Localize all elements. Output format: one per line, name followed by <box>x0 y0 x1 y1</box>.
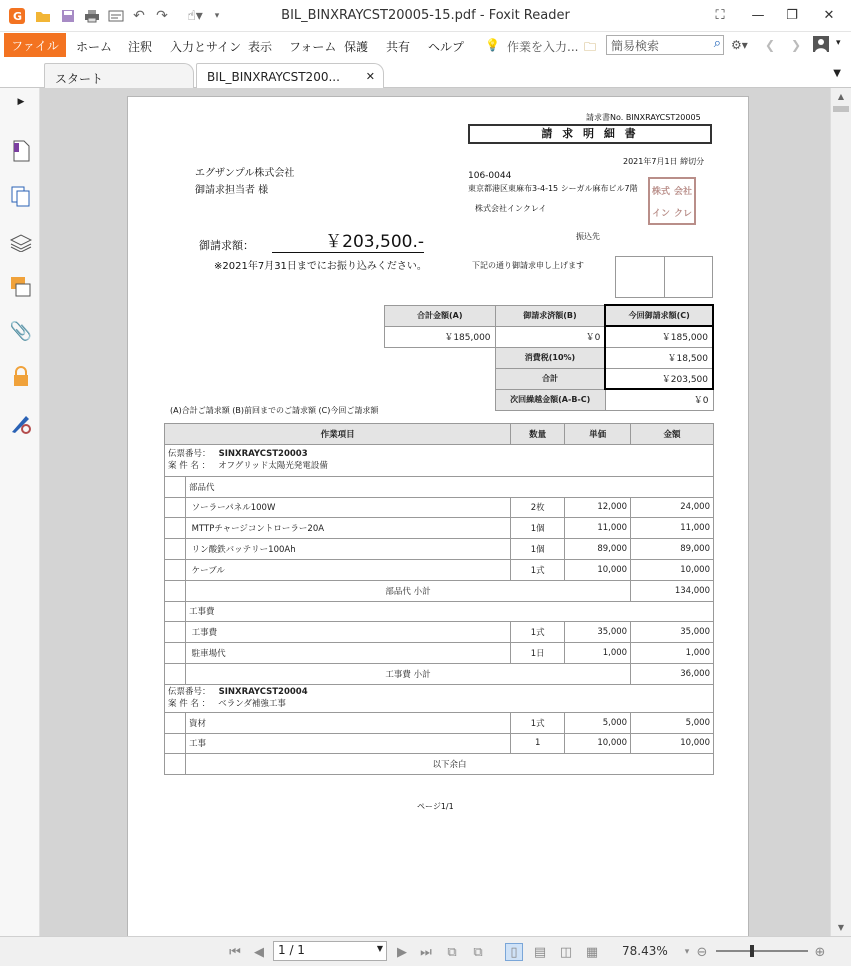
customer-attn: 御請求担当者 様 <box>195 185 269 196</box>
col-amount: 金額 <box>631 424 714 445</box>
save-icon[interactable] <box>59 7 77 25</box>
hand-tool-icon[interactable]: ☝▾ <box>187 8 203 24</box>
due-note: ※2021年7月31日までにお振り込みください。 <box>214 261 427 272</box>
items-table <box>164 423 714 775</box>
close-button[interactable]: ✕ <box>823 7 835 23</box>
continuous-facing-icon[interactable]: ▦ <box>585 944 599 960</box>
facing-page-icon[interactable]: ◫ <box>559 944 573 960</box>
search-icon[interactable]: ⌕ <box>713 36 721 51</box>
value-paid: ￥0 <box>495 326 605 347</box>
back-icon[interactable]: ❮ <box>765 38 776 52</box>
minimize-button[interactable]: — <box>751 7 765 23</box>
comments-icon[interactable] <box>10 276 32 298</box>
carry-value: ￥0 <box>605 389 713 410</box>
attachment-icon[interactable]: 📎 <box>9 320 33 342</box>
prev-page-icon[interactable]: ◀ <box>254 944 264 960</box>
restore-button[interactable]: ❐ <box>786 7 798 23</box>
table-row: 工事費 1式 35,000 35,000 <box>165 622 714 643</box>
zoom-level[interactable]: 78.43% <box>622 944 668 958</box>
title-bar <box>0 0 851 32</box>
zoom-slider-knob[interactable] <box>750 945 754 957</box>
account-dropdown-icon[interactable]: ▾ <box>836 38 841 48</box>
work-label: 工事費 <box>185 601 713 622</box>
table-row: リン酸鉄バッテリー100Ah 1個 89,000 89,000 <box>165 539 714 560</box>
forward-icon[interactable]: ❯ <box>791 38 802 52</box>
status-bar <box>0 936 851 966</box>
carry-label: 次回繰越金額(A-B-C) <box>495 389 605 410</box>
file-tab[interactable]: ファイル <box>4 33 66 57</box>
pages-icon[interactable] <box>10 186 32 208</box>
document-tabs <box>0 58 851 88</box>
invoice-date: 2021年7月1日 締切分 <box>623 157 705 166</box>
page-dropdown-icon[interactable]: ▼ <box>376 944 383 953</box>
menu-comment[interactable]: 注釈 <box>128 40 153 54</box>
header-current: 今回御請求額(C) <box>605 305 713 326</box>
window-title: BIL_BINXRAYCST20005-15.pdf - Foxit Reader <box>281 8 570 23</box>
table-row: ケーブル 1式 10,000 10,000 <box>165 559 714 580</box>
transfer-label: 振込先 <box>576 232 600 241</box>
fullscreen-icon[interactable]: ⛶ <box>715 7 725 23</box>
security-lock-icon[interactable] <box>10 366 32 388</box>
company-address: 東京都港区東麻布3-4-15 シーガル麻布ビル7階 <box>468 184 638 193</box>
seal-boxes <box>615 256 713 298</box>
parts-subtotal-label: 部品代 小計 <box>185 580 630 601</box>
value-total: ￥185,000 <box>385 326 496 347</box>
work-subtotal-label: 工事費 小計 <box>185 663 630 684</box>
value-current: ￥185,000 <box>605 326 713 347</box>
summary-table <box>384 304 714 411</box>
pdf-page <box>127 96 749 936</box>
previous-view-icon[interactable]: ⧉ <box>447 944 457 960</box>
request-note: 下記の通り御請求申し上げます <box>472 261 584 270</box>
zoom-dropdown-icon[interactable]: ▾ <box>684 947 690 957</box>
table-row: 工事 1 10,000 10,000 <box>165 733 714 754</box>
tax-value: ￥18,500 <box>605 347 713 368</box>
lightbulb-icon: 💡 <box>485 38 500 52</box>
col-item: 作業項目 <box>165 424 511 445</box>
zoom-out-icon[interactable]: ⊖ <box>696 944 708 960</box>
menu-share[interactable]: 共有 <box>386 40 411 54</box>
layers-icon[interactable] <box>10 232 32 254</box>
menu-fill-sign[interactable]: 入力とサイン <box>170 40 242 54</box>
menu-view[interactable]: 表示 <box>248 40 273 54</box>
close-tab-icon[interactable]: ✕ <box>365 70 375 83</box>
first-page-icon[interactable]: ⏮ <box>229 944 241 960</box>
end-note: 以下余白 <box>185 754 713 775</box>
tab-document-label: BIL_BINXRAYCST200... <box>207 70 340 84</box>
page-number-input[interactable] <box>273 941 387 961</box>
parts-label: 部品代 <box>185 476 713 497</box>
bookmark-icon[interactable] <box>10 140 32 162</box>
page-footer: ページ1/1 <box>417 802 454 811</box>
expand-panel-icon[interactable]: ▶ <box>17 97 25 107</box>
document-view[interactable] <box>40 88 830 936</box>
sum-label: 合計 <box>495 368 605 389</box>
navigation-panel <box>0 88 40 936</box>
invoice-number: 請求書No. BINXRAYCST20005 <box>586 113 701 122</box>
zoom-in-icon[interactable]: ⊕ <box>814 944 826 960</box>
table-row: MTTPチャージコントローラー20A 1個 11,000 11,000 <box>165 518 714 539</box>
vertical-scrollbar[interactable] <box>830 88 851 936</box>
properties-icon[interactable] <box>107 7 125 25</box>
tab-start-label: スタート <box>55 72 104 86</box>
invoice-title: 請 求 明 細 書 <box>468 124 712 144</box>
next-view-icon[interactable]: ⧉ <box>473 944 483 960</box>
tab-start[interactable] <box>44 63 194 89</box>
open-folder-icon[interactable] <box>34 7 52 25</box>
scroll-down-icon[interactable]: ▼ <box>837 923 845 932</box>
company-seal: 株式 会社 イン クレ <box>648 177 696 225</box>
menu-help[interactable]: ヘルプ <box>428 40 465 54</box>
print-icon[interactable] <box>83 7 101 25</box>
company-name: 株式会社インクレイ <box>475 204 547 213</box>
zoom-slider[interactable] <box>716 950 808 952</box>
scroll-up-icon[interactable]: ▲ <box>837 92 845 101</box>
table-row: ソーラーパネル100W 2枚 12,000 24,000 <box>165 497 714 518</box>
table-row: 資材 1式 5,000 5,000 <box>165 712 714 733</box>
col-qty: 数量 <box>511 424 565 445</box>
tab-document[interactable] <box>196 63 384 89</box>
scroll-thumb[interactable] <box>833 106 849 112</box>
menu-protect[interactable]: 保護 <box>344 40 369 54</box>
header-total: 合計金額(A) <box>385 305 496 326</box>
settings-icon[interactable]: ⚙▾ <box>731 38 748 52</box>
continuous-page-icon[interactable]: ▤ <box>533 944 547 960</box>
customer-name: エグザンプル株式会社 <box>195 168 295 179</box>
tax-label: 消費税(10%) <box>495 347 605 368</box>
header-paid: 御請求済額(B) <box>495 305 605 326</box>
col-unit: 単価 <box>565 424 631 445</box>
redo-icon[interactable]: ↷ <box>156 8 168 24</box>
summary-legend: (A)合計ご請求額 (B)前回までのご請求額 (C)今回ご請求額 <box>170 406 379 415</box>
search-placeholder: 簡易検索 <box>611 39 660 53</box>
page-number: 1 / 1 <box>278 943 305 957</box>
slip1-header: 伝票番号： SINXRAYCST20003 案 件 名 ： オフグリッド太陽光発電設備 <box>165 444 714 476</box>
invoice-amount: ￥203,500.- <box>272 232 424 253</box>
menu-home[interactable]: ホーム <box>76 40 113 54</box>
tell-me-input[interactable]: 作業を入力... <box>507 40 579 54</box>
customize-toolbar-icon[interactable]: ▾ <box>214 11 220 21</box>
user-avatar-icon[interactable] <box>812 35 832 56</box>
slip2-header: 伝票番号： SINXRAYCST20004 案 件 名 ： ベランダ補強工事 <box>165 684 714 712</box>
find-folder-icon[interactable]: 🗀 <box>584 40 597 54</box>
undo-icon[interactable]: ↶ <box>133 8 145 24</box>
postal-code: 106-0044 <box>468 171 512 181</box>
svg-text:G: G <box>13 10 23 23</box>
menu-form[interactable]: フォーム <box>289 40 337 54</box>
amount-label: 御請求額： <box>199 239 254 252</box>
table-row: 駐車場代 1日 1,000 1,000 <box>165 643 714 664</box>
tabs-dropdown-icon[interactable]: ▼ <box>833 68 841 79</box>
work-subtotal: 36,000 <box>631 663 714 684</box>
next-page-icon[interactable]: ▶ <box>397 944 407 960</box>
foxit-logo-icon <box>8 7 26 25</box>
sum-value: ￥203,500 <box>605 368 713 389</box>
ribbon-menu <box>0 32 851 58</box>
parts-subtotal: 134,000 <box>631 580 714 601</box>
signature-icon[interactable] <box>10 412 32 434</box>
single-page-icon[interactable]: ▯ <box>505 943 523 961</box>
search-input[interactable] <box>606 35 724 55</box>
last-page-icon[interactable]: ⏭ <box>420 944 432 960</box>
